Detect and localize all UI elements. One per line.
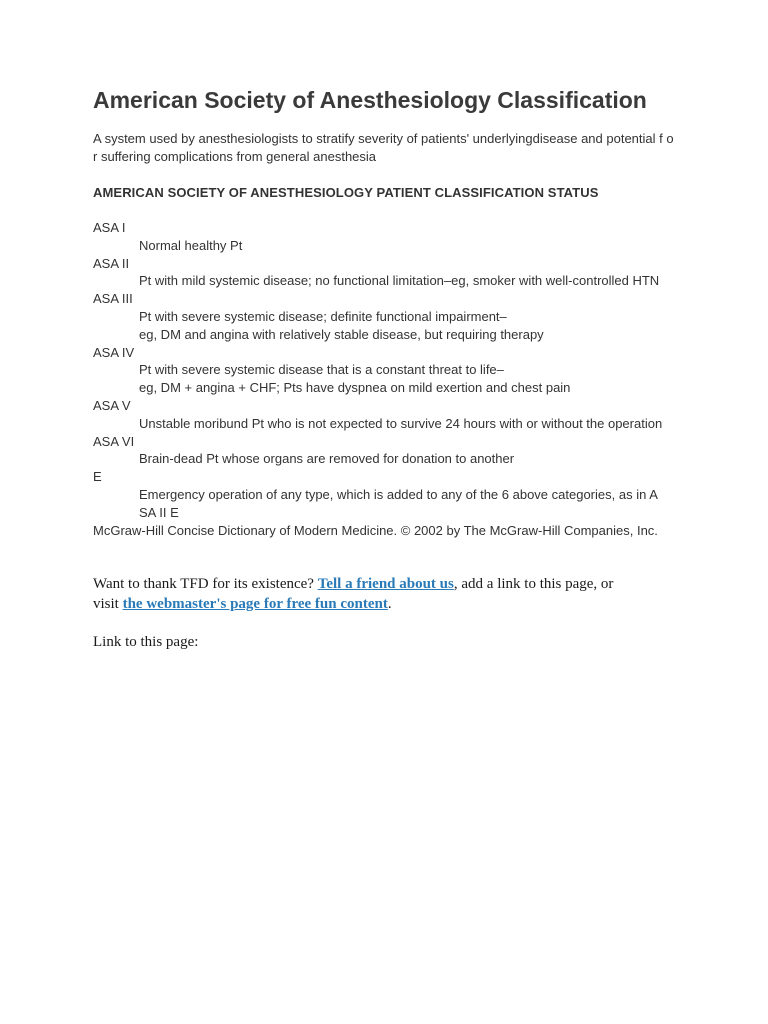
thanks-text: visit [93, 595, 123, 612]
class-description [93, 415, 683, 433]
page-title: American Society of Anesthesiology Classification [93, 87, 647, 113]
class-description-line: Pt with severe systemic disease that is a constant threat to life– [139, 362, 504, 378]
class-code: ASA I [93, 220, 126, 235]
class-description [93, 450, 683, 468]
classification-list [93, 219, 683, 540]
class-description-line: eg, DM + angina + CHF; Pts have dyspnea on mild exertion and chest pain [139, 380, 571, 396]
tell-a-friend-link[interactable]: Tell a friend about us [317, 575, 454, 592]
intro-text: A system used by anesthesiologists to stratify severity of patients' underlyingdisease and potential f or suffering complications from general anesthesia [93, 131, 674, 164]
thanks-paragraph [93, 574, 683, 614]
citation: McGraw-Hill Concise Dictionary of Modern Medicine. © 2002 by The McGraw-Hill Companies, Inc. [93, 522, 658, 538]
class-code: ASA IV [93, 344, 135, 360]
class-code: ASA VI [93, 433, 135, 449]
class-description-line: eg, DM and angina with relatively stable disease, but requiring therapy [139, 326, 544, 342]
class-description [93, 361, 683, 397]
class-code: ASA V [93, 397, 131, 413]
thanks-text: . [387, 595, 392, 612]
class-description-line: Pt with mild systemic disease; no functional limitation–eg, smoker with well-controlled HTN [139, 273, 660, 289]
document-page [93, 84, 683, 652]
class-code: ASA III [93, 291, 133, 307]
class-description-line: Normal healthy Pt [139, 237, 243, 253]
class-description-line: Emergency operation of any type, which is added to any of the 6 above categories, as in A [139, 486, 658, 502]
class-description-line: Unstable moribund Pt who is not expected to survive 24 hours with or without the operation [139, 415, 663, 431]
section-heading: AMERICAN SOCIETY OF ANESTHESIOLOGY PATIENT CLASSIFICATION STATUS [93, 185, 599, 200]
class-description [93, 486, 683, 522]
link-to-page-label: Link to this page: [93, 633, 199, 650]
class-description-line: Brain-dead Pt whose organs are removed for donation to another [139, 451, 515, 467]
class-description-line: SA II E [139, 504, 179, 520]
class-code: ASA II [93, 255, 130, 271]
thanks-text: Want to thank TFD for its existence? [93, 575, 318, 592]
class-description [93, 308, 683, 344]
thanks-text: , add a link to this page, or [453, 575, 614, 592]
class-description [93, 237, 683, 255]
class-description-line: Pt with severe systemic disease; definite functional impairment– [139, 308, 507, 324]
webmaster-page-link[interactable]: the webmaster's page for free fun content [122, 595, 388, 612]
class-code: E [93, 469, 102, 485]
class-description [93, 272, 683, 290]
